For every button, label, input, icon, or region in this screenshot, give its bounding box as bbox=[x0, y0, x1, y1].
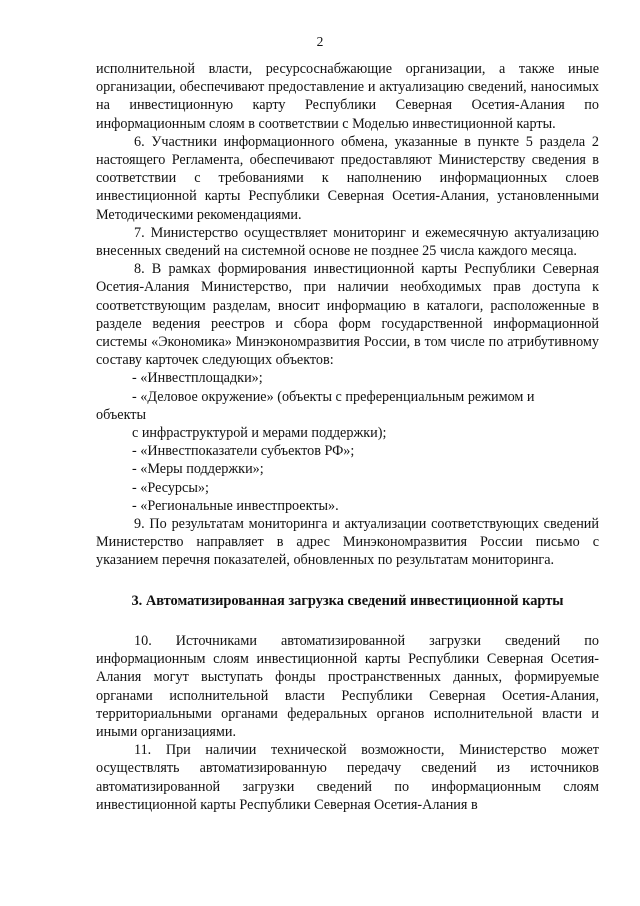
paragraph-6: 6. Участники информационного обмена, указанные в пункте 5 раздела 2 настоящего Регламента, обеспечивают предоставляют Министерству сведения в соответствии с требованиями к наполнению информационных слоев инвестиционной карты Республики Северная Осетия-Алания, установленными Методическими рекомендациями. bbox=[96, 133, 599, 223]
page-number: 2 bbox=[316, 34, 324, 49]
paragraph-7: 7. Министерство осуществляет мониторинг и ежемесячную актуализацию внесенных сведений на системной основе не позднее 25 числа каждого месяца. bbox=[96, 224, 599, 260]
list-item-resources: - «Ресурсы»; bbox=[132, 479, 209, 496]
list-item-investplatforms: - «Инвестплощадки»; bbox=[132, 370, 263, 387]
list-item-regional-investprojects: - «Региональные инвестпроекты». bbox=[132, 497, 339, 514]
paragraph-8: 8. В рамках формирования инвестиционной карты Республики Северная Осетия-Алания Министерство, при наличии необходимых прав доступа к соответствующим разделам, вносит информацию в каталоги, расположенные в разделе ведения реестров и сбора форм государственной информационной системы «Экономика» Минэкономразвития России, в том числе по атрибутивному составу карточек следующих объектов: bbox=[96, 261, 599, 369]
list-item-business-environment-cont: объекты bbox=[96, 406, 147, 423]
objects-list bbox=[96, 369, 599, 515]
paragraph-11: 11. При наличии технической возможности, Министерство может осуществлять автоматизированную передачу сведений из источников автоматизированной загрузки сведений по информационным слоям инвестиционной карты Республики Северная Осетия-Алания в bbox=[96, 742, 599, 813]
list-item-support-measures: - «Меры поддержки»; bbox=[132, 461, 264, 478]
section-3-heading: 3. Автоматизированная загрузка сведений инвестиционной карты bbox=[131, 592, 564, 609]
list-item-business-environment: - «Деловое окружение» (объекты с преференциальным режимом и bbox=[132, 388, 535, 405]
list-item-investindicators: - «Инвестпоказатели субъектов РФ»; bbox=[132, 443, 355, 460]
list-item-business-environment-cont2: с инфраструктурой и мерами поддержки); bbox=[132, 425, 387, 442]
document-body bbox=[96, 60, 599, 814]
paragraph-10: 10. Источниками автоматизированной загрузки сведений по информационным слоям инвестиционной карты Республики Северная Осетия-Алания могут выступать фонды пространственных данных, формируемые органами исполнительной власти Республики Северная Осетия-Алания, территориальными органами федеральных органов исполнительной власти и иными организациями. bbox=[96, 632, 599, 740]
paragraph-9: 9. По результатам мониторинга и актуализации соответствующих сведений Министерство направляет в адрес Минэкономразвития России письмо с указанием перечня показателей, обновленных по результатам мониторинга. bbox=[96, 516, 599, 569]
paragraph-continuation: исполнительной власти, ресурсоснабжающие организации, а также иные организации, обеспечивают предоставление и актуализацию сведений, наносимых на инвестиционную карту Республики Северная Осетия-Алания по информационным слоям в соответствии с Моделью инвестиционной карты. bbox=[96, 61, 599, 132]
